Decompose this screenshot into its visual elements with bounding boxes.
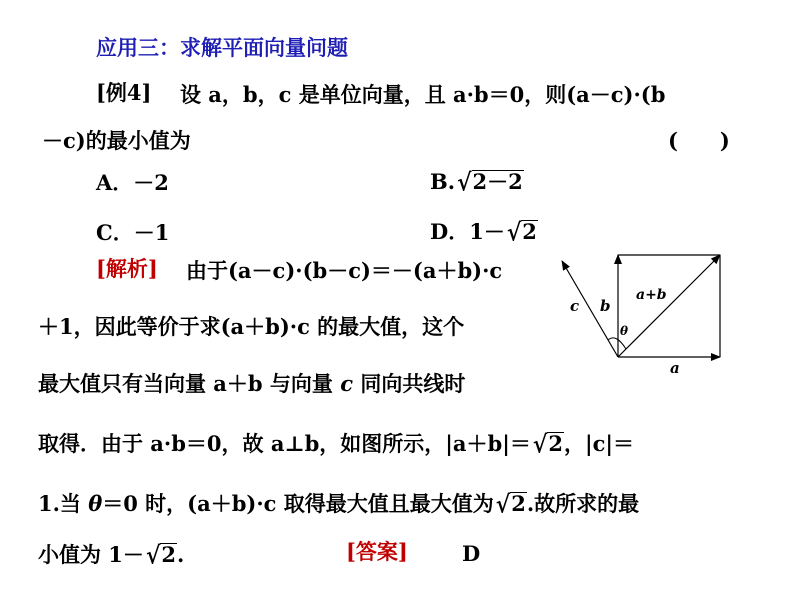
analysis-line-1: 由于(a－c)·(b－c)＝－(a＋b)·c <box>186 258 503 283</box>
analysis-line-4-part-2: ，|c|＝ <box>563 431 635 456</box>
sqrt-symbol: √2 <box>532 430 563 460</box>
sqrt-symbol: √2 <box>506 218 537 248</box>
analysis-line-5 <box>38 490 640 520</box>
analysis-line-6-part-2: . <box>177 542 185 567</box>
answer-bracket: ( ) <box>668 128 730 153</box>
option-c: C．－1 <box>96 220 170 245</box>
label-c: c <box>570 297 580 315</box>
line-4-radicand: 2 <box>548 431 563 456</box>
label-theta: θ <box>620 324 629 338</box>
analysis-line-2: ＋1，因此等价于求(a＋b)·c 的最大值，这个 <box>38 314 465 339</box>
answer-tag: [答案] <box>346 539 408 564</box>
analysis-line-4 <box>38 430 635 460</box>
option-b-prefix: B. <box>430 169 456 194</box>
option-a: A．－2 <box>96 170 169 195</box>
option-d <box>430 218 538 248</box>
analysis-line-4-part-1: 取得．由于 a·b＝0，故 a⊥b，如图所示，|a＋b|＝ <box>38 431 531 456</box>
sqrt-symbol: √2－2 <box>457 168 523 198</box>
option-d-radicand: 2 <box>522 219 537 244</box>
label-a: a <box>670 359 680 377</box>
option-d-prefix: D．1－ <box>430 219 505 244</box>
vector-diagram <box>550 245 750 385</box>
vector-apb-arrow <box>618 255 720 357</box>
analysis-line-6-part-1: 小值为 1－ <box>38 542 144 567</box>
example-line-1: 设 a，b，c 是单位向量，且 a·b＝0，则(a－c)·(b <box>180 82 666 107</box>
analysis-line-5-part-1: 1.当 <box>38 491 89 516</box>
line-5-radicand: 2 <box>511 491 526 516</box>
analysis-line-5-part-2: ＝0 时，(a＋b)·c 取得最大值且最大值为 <box>102 491 494 516</box>
analysis-line-3 <box>38 373 465 394</box>
answer-value: D <box>462 541 481 566</box>
analysis-line-6 <box>38 541 185 571</box>
label-apb: a+b <box>636 287 667 303</box>
analysis-line-5-part-3: .故所求的最 <box>526 491 640 516</box>
analysis-line-3-part-2: 同向共线时 <box>353 371 466 396</box>
sqrt-symbol: √2 <box>145 541 177 571</box>
theta-symbol: θ <box>88 491 103 516</box>
line-6-radicand: 2 <box>161 542 177 567</box>
sqrt-symbol: √2 <box>495 490 526 520</box>
analysis-line-3-part-1: 最大值只有当向量 a＋b 与向量 <box>38 371 341 396</box>
analysis-tag: [解析] <box>96 256 158 281</box>
option-b <box>430 168 524 198</box>
page-title: 应用三：求解平面向量问题 <box>96 35 348 60</box>
label-b: b <box>600 297 611 315</box>
example-line-2: －c)的最小值为 <box>42 128 191 153</box>
option-b-expr: 2－2 <box>472 169 523 194</box>
vector-c-italic: c <box>340 371 354 396</box>
example-tag: [例4] <box>96 80 152 105</box>
